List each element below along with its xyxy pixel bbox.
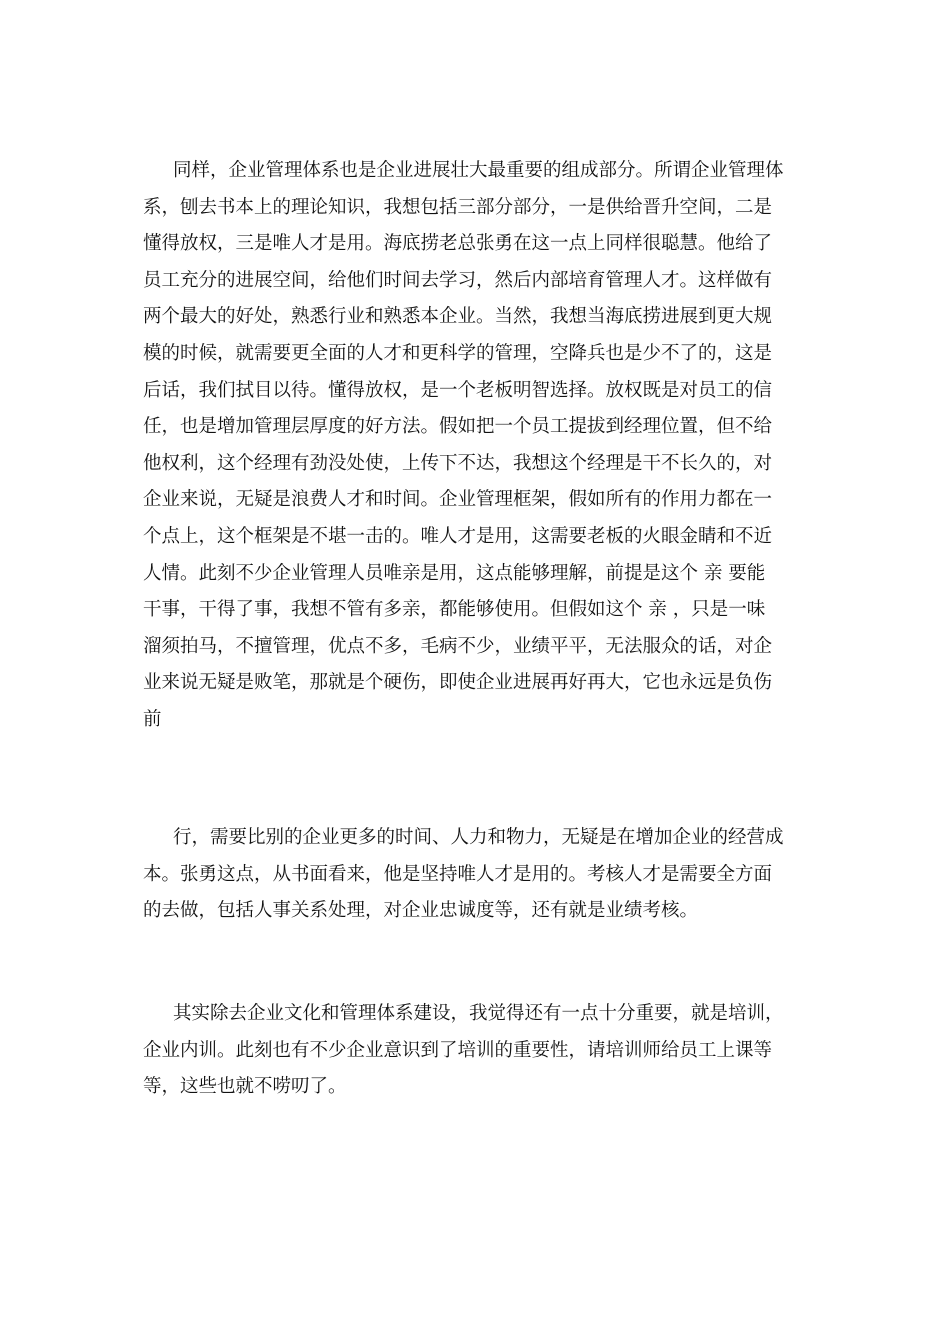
- paragraph-training: [143, 996, 807, 1106]
- text-line: 懂得放权，三是唯人才是用。海底捞老总张勇在这一点上同样很聪慧。他给了: [143, 233, 773, 255]
- text-line: 本。张勇这点，从书面看来，他是坚持唯人才是用的。考核人才是需要全方面: [143, 863, 773, 885]
- text-line: 他权利，这个经理有劲没处使，上传下不达，我想这个经理是干不长久的，对: [143, 452, 773, 474]
- text-line: 等，这些也就不唠叨了。: [143, 1076, 347, 1098]
- text-line: 系，刨去书本上的理论知识，我想包括三部分部分，一是供给晋升空间，二是: [143, 196, 773, 218]
- paragraph-continuation: [143, 820, 807, 930]
- text-line: 前: [143, 708, 162, 730]
- text-line: 人情。此刻不少企业管理人员唯亲是用，这点能够理解，前提是这个 亲 要能: [143, 562, 766, 584]
- text-line: 干事，干得了事，我想不管有多亲，都能够使用。但假如这个 亲 ，只是一味: [143, 599, 766, 621]
- text-line: 两个最大的好处，熟悉行业和熟悉本企业。当然，我想当海底捞进展到更大规: [143, 306, 773, 328]
- text-line: 个点上，这个框架是不堪一击的。唯人才是用，这需要老板的火眼金睛和不近: [143, 525, 773, 547]
- paragraph-management-system: [143, 153, 807, 739]
- text-line: 模的时候，就需要更全面的人才和更科学的管理，空降兵也是少不了的，这是: [143, 342, 773, 364]
- text-line: 同样，企业管理体系也是企业进展壮大最重要的组成部分。所谓企业管理体: [173, 160, 784, 181]
- text-line: 行，需要比别的企业更多的时间、人力和物力，无疑是在增加企业的经营成: [173, 827, 784, 848]
- text-line: 企业内训。此刻也有不少企业意识到了培训的重要性，请培训师给员工上课等: [143, 1039, 773, 1061]
- text-line: 后话，我们拭目以待。懂得放权，是一个老板明智选择。放权既是对员工的信: [143, 379, 773, 401]
- text-line: 员工充分的进展空间，给他们时间去学习，然后内部培育管理人才。这样做有: [143, 269, 773, 291]
- text-line: 的去做，包括人事关系处理，对企业忠诚度等，还有就是业绩考核。: [143, 900, 699, 922]
- text-line: 企业来说，无疑是浪费人才和时间。企业管理框架，假如所有的作用力都在一: [143, 489, 773, 511]
- text-line: 其实除去企业文化和管理体系建设，我觉得还有一点十分重要，就是培训，: [173, 1003, 784, 1024]
- text-line: 业来说无疑是败笔，那就是个硬伤，即使企业进展再好再大，它也永远是负伤: [143, 672, 773, 694]
- text-line: 任，也是增加管理层厚度的好方法。假如把一个员工提拔到经理位置，但不给: [143, 416, 773, 438]
- text-line: 溜须拍马，不擅管理，优点不多，毛病不少，业绩平平，无法服众的话，对企: [143, 635, 773, 657]
